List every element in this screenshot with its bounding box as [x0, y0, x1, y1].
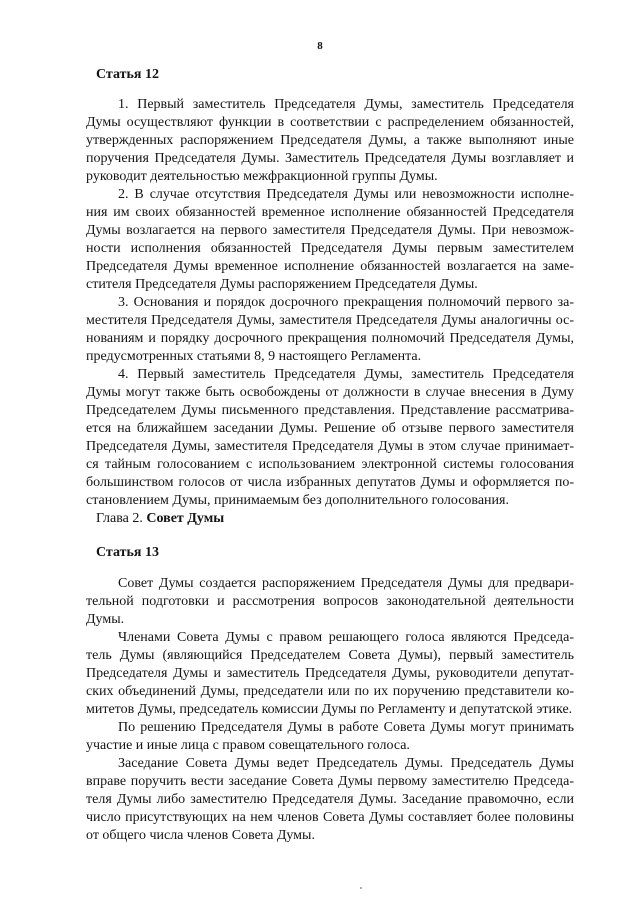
text-line: ется на ближайшем заседании Думы. Решение об отзыве первого заместителя: [86, 421, 574, 436]
text-line: от общего числа членов Совета Думы.: [86, 828, 315, 843]
text-line: ся тайным голосованием с использованием электронной системы голосования: [86, 457, 574, 472]
text-line: ских объединений Думы, председатели или по их поручению представители ко-: [86, 684, 574, 699]
article-12-paragraph-4: [86, 366, 574, 510]
page-number: 8: [317, 40, 323, 52]
article-12-paragraph-2: [86, 186, 574, 294]
text-line: 1. Первый заместитель Председателя Думы, заместитель Председателя: [118, 97, 574, 112]
article-13-paragraph-3: [86, 719, 574, 755]
text-line: участие и иные лица с правом совещательного голоса.: [86, 738, 410, 753]
scan-speck: [360, 887, 362, 889]
text-line: Думы осуществляют функции в соответствии с распределением обязанностей,: [86, 115, 574, 130]
text-line: Думы могут также быть освобождены от должности в случае внесения в Думу: [86, 385, 574, 400]
text-line: нованиям и порядку досрочного прекращения полномочий Председателя Думы,: [86, 331, 574, 346]
article-13-heading: Статья 13: [96, 545, 159, 560]
article-12-heading: Статья 12: [96, 67, 159, 82]
text-line: Заседание Совета Думы ведет Председатель Думы. Председатель Думы: [118, 756, 574, 771]
text-line: Думы.: [86, 612, 125, 627]
text-line: Председателя Думы и заместитель Председателя Думы, руководители депутат-: [86, 666, 574, 681]
text-line: поручения Председателя Думы. Заместитель Председателя Думы возглавляет и: [86, 151, 574, 166]
text-line: 2. В случае отсутствия Председателя Думы или невозможности исполне-: [118, 187, 574, 202]
article-13-paragraph-4: [86, 755, 574, 845]
text-line: По решению Председателя Думы в работе Совета Думы могут принимать: [118, 720, 574, 735]
text-line: вправе поручить вести заседание Совета Думы первому заместителю Председа-: [86, 774, 574, 789]
text-line: Думы возлагается на первого заместителя Председателя Думы. При невозмож-: [86, 223, 574, 238]
text-line: предусмотренных статьями 8, 9 настоящего Регламента.: [86, 349, 422, 364]
article-13-paragraph-2: [86, 629, 574, 719]
text-line: Председателем Думы письменного представления. Представление рассматрива-: [86, 403, 574, 418]
text-line: тель Думы (являющийся Председателем Совета Думы), первый заместитель: [86, 648, 574, 663]
text-line: утвержденных распоряжением Председателя Думы, а также выполняют иные: [86, 133, 574, 148]
text-line: ния им своих обязанностей временное исполнение обязанностей Председателя: [86, 205, 574, 220]
text-line: большинством голосов от числа избранных депутатов Думы и оформляется по-: [86, 475, 574, 490]
text-line: теля Думы либо заместителю Председателя Думы. Заседание правомочно, если: [86, 792, 574, 807]
text-line: 4. Первый заместитель Председателя Думы, заместитель Председателя: [118, 367, 574, 382]
text-line: 3. Основания и порядок досрочного прекращения полномочий первого за-: [118, 295, 574, 310]
text-line: митетов Думы, председатель комиссии Думы по Регламенту и депутатской этике.: [86, 702, 573, 717]
article-12-paragraph-3: [86, 294, 574, 366]
article-13-paragraph-1: [86, 575, 574, 629]
text-line: тельной подготовки и рассмотрения вопросов законодательной деятельности: [86, 594, 574, 609]
text-line: руководит деятельностью межфракционной группы Думы.: [86, 169, 438, 184]
text-line: Председателя Думы временное исполнение обязанностей возлагается на заме-: [86, 259, 574, 274]
chapter-2-heading: [96, 511, 224, 527]
text-line: местителя Председателя Думы, заместителя Председателя Думы аналогичны ос-: [86, 313, 574, 328]
article-12-paragraph-1: [86, 96, 574, 186]
text-line: число присутствующих на нем членов Совета Думы составляет более половины: [86, 810, 574, 825]
text-line: Членами Совета Думы с правом решающего голоса являются Председа-: [118, 630, 574, 645]
chapter-prefix: Глава 2.: [96, 511, 143, 526]
text-line: ности исполнения обязанностей Председателя Думы первым заместителем: [86, 241, 574, 256]
text-line: Председателя Думы, заместителя Председателя Думы в этом случае принимает-: [86, 439, 574, 454]
text-line: Совет Думы создается распоряжением Председателя Думы для предвари-: [118, 576, 574, 591]
chapter-title: Совет Думы: [146, 511, 225, 526]
text-line: становлением Думы, принимаемым без дополнительного голосования.: [86, 493, 509, 508]
text-line: стителя Председателя Думы распоряжением Председателя Думы.: [86, 277, 478, 292]
